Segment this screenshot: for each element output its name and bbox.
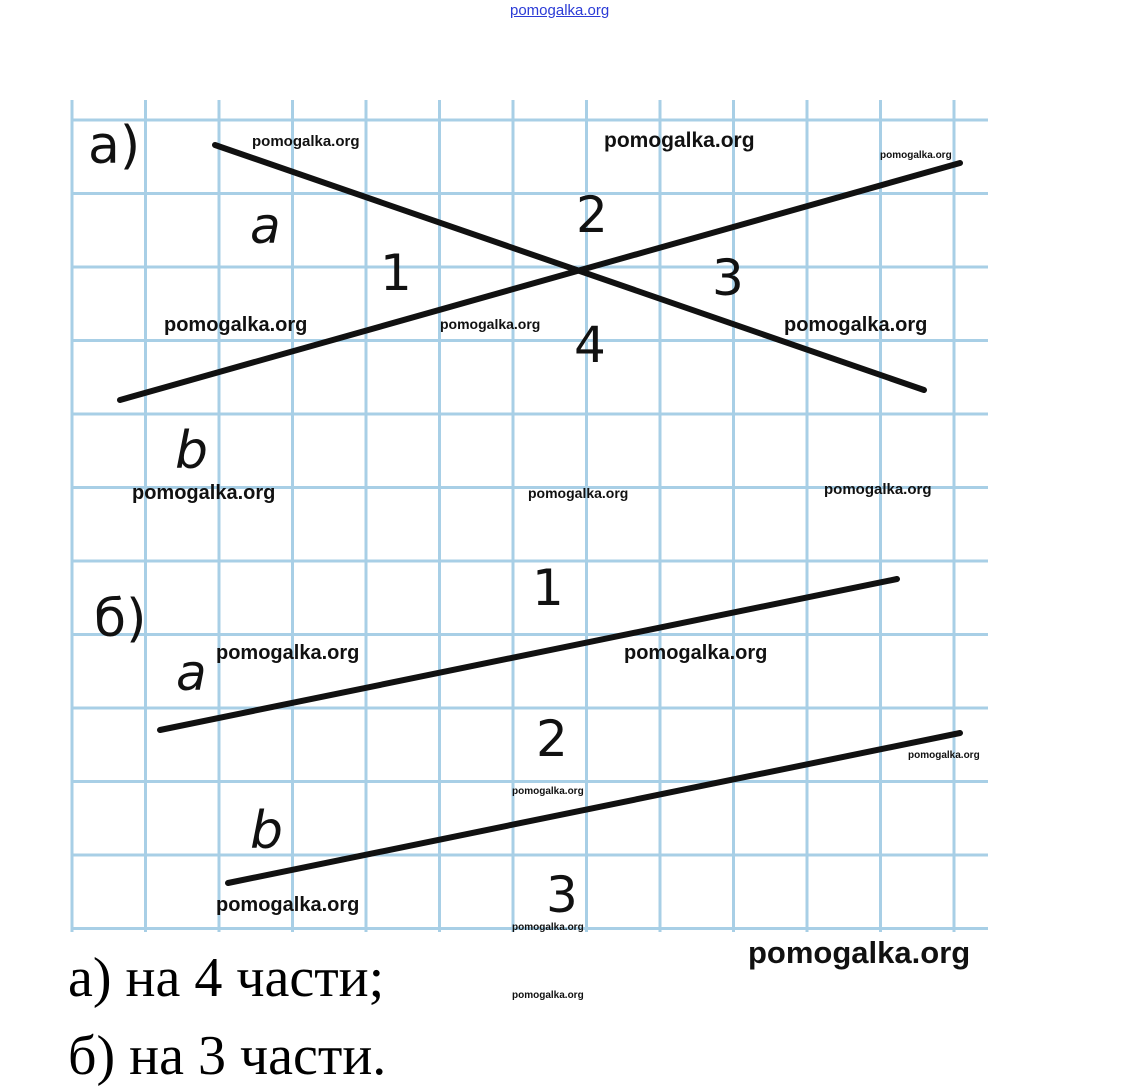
- watermark: pomogalka.org: [604, 129, 755, 152]
- watermark: pomogalka.org: [164, 314, 308, 336]
- watermark: pomogalka.org: [216, 894, 360, 916]
- part-a-title: а): [88, 116, 141, 176]
- part-b-region-2: 2: [536, 710, 568, 768]
- part-b-region-1: 1: [532, 559, 564, 617]
- part-b-line-a-label: a: [176, 644, 207, 702]
- part-b-title: б): [94, 589, 147, 649]
- part-a-line-a-label: a: [250, 197, 281, 255]
- watermark: pomogalka.org: [252, 133, 360, 150]
- part-b-line-b-label: b: [250, 801, 284, 861]
- part-a-region-1: 1: [380, 244, 412, 302]
- part-b-line-b: [228, 733, 960, 883]
- watermark: pomogalka.org: [216, 642, 360, 664]
- part-a-region-2: 2: [576, 186, 608, 244]
- answer-a: а) на 4 части;: [68, 947, 385, 1009]
- watermark: pomogalka.org: [512, 922, 584, 933]
- watermark: pomogalka.org: [784, 314, 928, 336]
- part-a-region-4: 4: [574, 316, 606, 374]
- watermark: pomogalka.org: [880, 150, 952, 161]
- watermark: pomogalka.org: [824, 481, 932, 498]
- header-link[interactable]: pomogalka.org: [510, 2, 610, 19]
- part-b-region-3: 3: [546, 866, 578, 924]
- watermark: pomogalka.org: [908, 750, 980, 761]
- part-a-region-3: 3: [712, 249, 744, 307]
- part-a-line-b: [120, 163, 960, 400]
- watermark: pomogalka.org: [512, 786, 584, 797]
- watermark: pomogalka.org: [748, 935, 971, 970]
- watermark: pomogalka.org: [528, 485, 629, 501]
- watermark: pomogalka.org: [624, 642, 768, 664]
- part-a-line-b-label: b: [175, 421, 209, 481]
- watermark: pomogalka.org: [132, 482, 276, 504]
- answer-b: б) на 3 части.: [68, 1025, 387, 1087]
- watermark: pomogalka.org: [440, 316, 541, 332]
- watermark: pomogalka.org: [512, 990, 584, 1001]
- graph-paper-grid: [72, 100, 988, 932]
